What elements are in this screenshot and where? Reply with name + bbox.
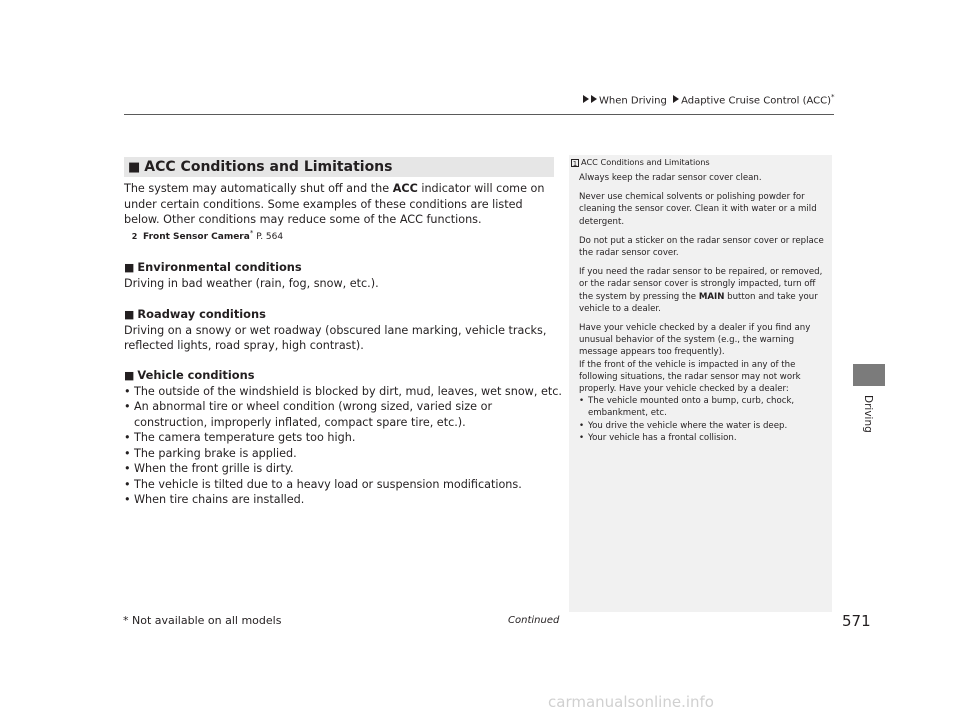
square-marker-icon: ■ (128, 160, 141, 175)
chapter-tab-text: Driving (862, 395, 874, 433)
bullet-icon: • (124, 477, 131, 491)
crossref-title: Front Sensor Camera (143, 232, 250, 242)
continued-label: Continued (508, 615, 560, 626)
list-item-text: The camera temperature gets too high. (134, 431, 356, 444)
breadcrumb-item: When Driving (599, 95, 667, 107)
note-paragraph (579, 266, 824, 315)
intro-text: indicator will come on under certain conditions. Some examples of these conditions are listed below. Other conditions may reduce some of the ACC functions. (124, 182, 545, 226)
bullet-icon: • (124, 446, 131, 460)
vehicle-conditions-list (124, 384, 564, 508)
bullet-icon: • (124, 431, 131, 444)
list-item (124, 399, 564, 430)
list-item (124, 477, 564, 493)
list-item-text: The vehicle mounted onto a bump, curb, chock, embankment, etc. (588, 396, 795, 419)
list-item (579, 432, 824, 444)
note-paragraph: Do not put a sticker on the radar sensor cover or replace the radar sensor cover. (579, 235, 824, 259)
list-item (124, 430, 564, 446)
list-item-text: Your vehicle has a frontal collision. (588, 432, 737, 443)
chapter-tab (853, 364, 885, 386)
header-rule (124, 114, 834, 115)
environmental-conditions (124, 260, 564, 291)
page-number: 571 (842, 612, 871, 630)
chapter-tab-label (851, 395, 885, 455)
list-item-text: The parking brake is applied. (134, 446, 297, 460)
note-icon: 1 (572, 160, 578, 168)
crossref-page: P. 564 (253, 232, 284, 242)
list-item (124, 461, 564, 477)
note-text: button and take your vehicle to a dealer. (579, 291, 818, 314)
bullet-icon: • (579, 396, 585, 407)
list-item (124, 446, 564, 462)
footnote: * Not available on all models (123, 614, 282, 627)
bullet-icon: • (124, 462, 131, 475)
list-item (124, 492, 564, 508)
list-item (579, 420, 824, 432)
page-reference-icon: 2 (131, 232, 138, 241)
roadway-heading (124, 307, 564, 323)
subheading: Roadway conditions (137, 307, 266, 321)
section-title: ACC Conditions and Limitations (144, 159, 393, 175)
main-button-label: MAIN (698, 291, 725, 302)
intro-paragraph (124, 181, 554, 228)
vehicle-conditions (124, 368, 564, 508)
section-heading (124, 157, 554, 177)
asterisk: * (249, 229, 254, 237)
roadway-conditions (124, 307, 564, 354)
list-item-text: You drive the vehicle where the water is deep. (588, 420, 788, 431)
breadcrumb-arrow-icon (673, 95, 679, 103)
environmental-heading (124, 260, 564, 276)
roadway-text: Driving on a snowy or wet roadway (obscured lane marking, vehicle tracks, reflected lights, road spray, high contrast). (124, 323, 547, 352)
watermark: carmanualsonline.info (548, 693, 714, 711)
breadcrumb-arrow-icon (583, 95, 589, 103)
note-body (579, 172, 824, 444)
subheading: Vehicle conditions (137, 368, 255, 382)
list-item-text: The vehicle is tilted due to a heavy load or suspension modifications. (134, 477, 522, 491)
list-item-text: When the front grille is dirty. (134, 462, 294, 475)
breadcrumb (583, 93, 835, 106)
note-title-text: ACC Conditions and Limitations (581, 157, 710, 167)
note-paragraph: Never use chemical solvents or polishing powder for cleaning the sensor cover. Clean it with water or a mild detergent. (579, 192, 817, 227)
environmental-text: Driving in bad weather (rain, fog, snow, etc.). (124, 276, 379, 290)
note-paragraph: Have your vehicle checked by a dealer if you find any unusual behavior of the system (e.g., the warning message appears too frequently). (579, 323, 811, 358)
note-paragraph: If the front of the vehicle is impacted in any of the following situations, the radar sensor may not work properly. Have your vehicle checked by a dealer: (579, 359, 801, 395)
bullet-icon: • (124, 384, 131, 398)
breadcrumb-item: Adaptive Cruise Control (ACC) (681, 95, 832, 107)
note-title (571, 157, 710, 167)
list-item (579, 395, 824, 419)
note-list (579, 395, 824, 444)
list-item (124, 384, 564, 400)
bullet-icon: • (124, 400, 131, 413)
square-marker-icon: ■ (124, 308, 135, 321)
acc-indicator-label: ACC (392, 182, 418, 195)
intro-text: The system may automatically shut off and the (124, 182, 393, 195)
breadcrumb-arrow-icon (591, 95, 597, 103)
bullet-icon: • (579, 432, 585, 443)
bullet-icon: • (579, 420, 585, 431)
subheading: Environmental conditions (137, 260, 302, 274)
list-item-text: The outside of the windshield is blocked by dirt, mud, leaves, wet snow, etc. (134, 384, 562, 398)
cross-reference-link[interactable] (130, 229, 283, 242)
square-marker-icon: ■ (124, 261, 135, 274)
bullet-icon: • (124, 493, 131, 506)
list-item-text: When tire chains are installed. (134, 493, 305, 506)
list-item-text: An abnormal tire or wheel condition (wrong sized, varied size or construction, improperly inflated, compact spare tire, etc.). (134, 400, 493, 429)
square-marker-icon: ■ (124, 369, 135, 382)
note-paragraph: Always keep the radar sensor cover clean. (579, 173, 762, 183)
asterisk: * (831, 93, 835, 101)
vehicle-heading (124, 368, 564, 384)
note-text: If you need the radar sensor to be repaired, or removed, or the radar sensor cover is strongly impacted, turn off the system by pressing the (579, 267, 823, 302)
